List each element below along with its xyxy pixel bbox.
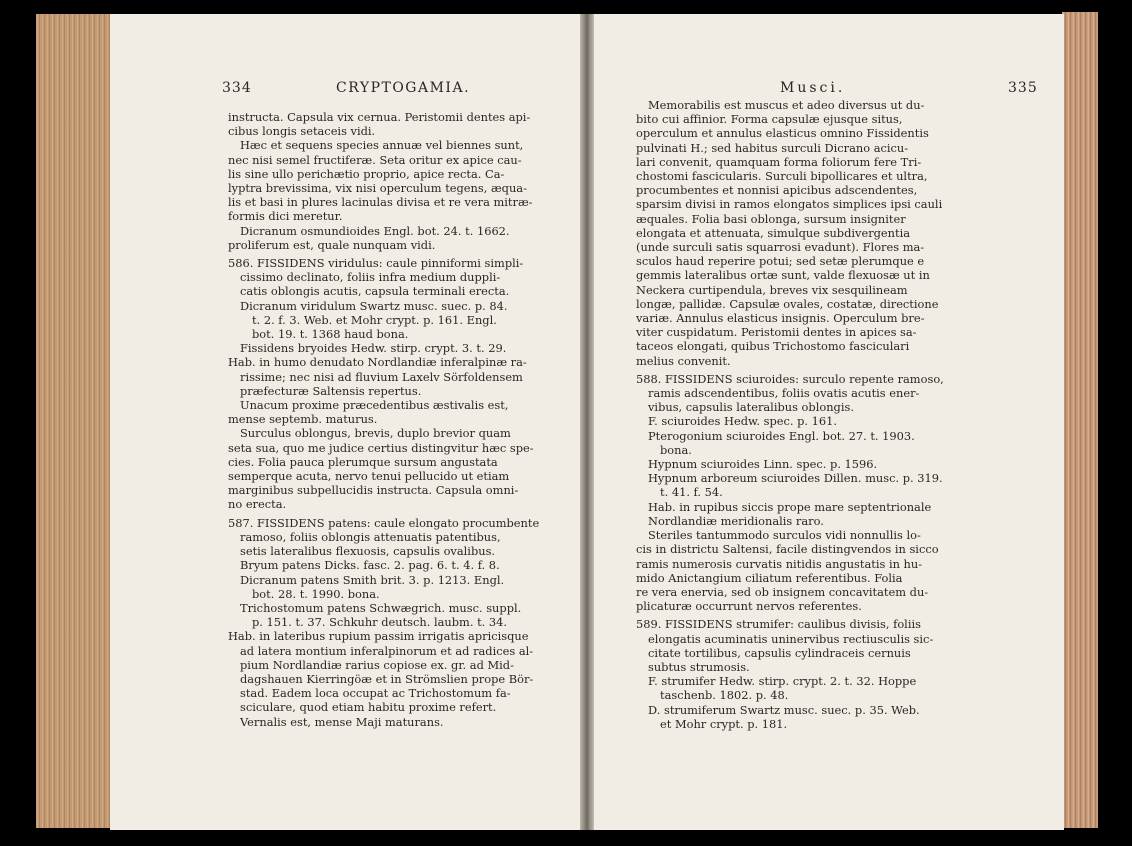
text-line: mido Anictangium ciliatum referentibus. Folia bbox=[636, 570, 903, 585]
text-line: bot. 19. t. 1368 haud bona. bbox=[252, 327, 409, 342]
text-line: cissimo declinato, foliis infra medium duppli- bbox=[240, 270, 501, 285]
text-line: sculos haud reperire potui; sed setæ plerumque e bbox=[636, 254, 925, 269]
text-line: Fissidens bryoides Hedw. stirp. crypt. 3. t. 29. bbox=[240, 341, 507, 356]
text-line: pulvinati H.; sed habitus surculi Dicrano acicu- bbox=[636, 140, 909, 155]
text-line: dagshauen Kierringöæ et in Strömslien prope Bör- bbox=[240, 671, 534, 686]
text-line: nec nisi semel fructiferæ. Seta oritur ex apice cau- bbox=[228, 152, 522, 167]
text-line: (unde surculi satis squarrosi evadunt). Flores ma- bbox=[636, 240, 925, 255]
text-line: citate tortilibus, capsulis cylindraceis cernuis bbox=[648, 645, 911, 660]
text-line: gemmis lateralibus ortæ sunt, valde flexuosæ ut in bbox=[636, 268, 930, 283]
text-line: præfecturæ Saltensis repertus. bbox=[240, 383, 422, 398]
text-line: cis in districtu Saltensi, facile distingvendos in sicco bbox=[636, 542, 939, 557]
right-page-edges bbox=[1062, 12, 1098, 828]
text-line: variæ. Annulus elasticus insignis. Operculum bre- bbox=[636, 311, 925, 326]
text-line: 589. FISSIDENS strumifer: caulibus divisis, foliis bbox=[636, 617, 921, 632]
text-line: t. 2. f. 3. Web. et Mohr crypt. p. 161. Engl. bbox=[252, 312, 497, 327]
text-line: ramoso, foliis oblongis attenuatis patentibus, bbox=[240, 529, 501, 544]
right-running-head: Musci. bbox=[780, 80, 846, 96]
text-line: Vernalis est, mense Maji maturans. bbox=[240, 714, 444, 729]
text-line: Trichostomum patens Schwægrich. musc. suppl. bbox=[240, 600, 522, 615]
text-line: Hab. in rupibus siccis prope mare septentrionale bbox=[648, 499, 932, 514]
text-line: Hab. in humo denudato Nordlandiæ inferalpinæ ra- bbox=[228, 355, 527, 370]
text-line: Hæc et sequens species annuæ vel biennes sunt, bbox=[240, 138, 524, 153]
text-line: Hypnum sciuroides Linn. spec. p. 1596. bbox=[648, 457, 878, 472]
text-line: Nordlandiæ meridionalis raro. bbox=[648, 513, 824, 528]
right-page-number: 335 bbox=[1008, 80, 1038, 96]
text-line: subtus strumosis. bbox=[648, 659, 750, 674]
text-line: lari convenit, quamquam forma foliorum fere Tri- bbox=[636, 154, 922, 169]
text-line: Hab. in lateribus rupium passim irrigatis apricisque bbox=[228, 629, 529, 644]
text-line: mense septemb. maturus. bbox=[228, 412, 378, 427]
text-line: cies. Folia pauca plerumque sursum angustata bbox=[228, 454, 498, 469]
text-line: lis et basi in plures lacinulas divisa et re vera mitræ- bbox=[228, 195, 533, 210]
text-line: melius convenit. bbox=[636, 353, 731, 368]
text-line: formis dici meretur. bbox=[228, 209, 343, 224]
text-line: pium Nordlandiæ rarius copiose ex. gr. ad Mid- bbox=[240, 657, 514, 672]
text-line: procumbentes et nonnisi apicibus adscendentes, bbox=[636, 183, 918, 198]
text-line: ad latera montium inferalpinorum et ad radices al- bbox=[240, 643, 534, 658]
text-line: taschenb. 1802. p. 48. bbox=[660, 688, 789, 703]
left-running-head: CRYPTOGAMIA. bbox=[336, 80, 471, 96]
text-line: instructa. Capsula vix cernua. Peristomii dentes api- bbox=[228, 110, 531, 124]
text-line: elongatis acuminatis uninervibus rectiusculis sic- bbox=[648, 631, 934, 646]
text-line: longæ, pallidæ. Capsulæ ovales, costatæ, directione bbox=[636, 296, 939, 311]
text-line: Dicranum viridulum Swartz musc. suec. p. 84. bbox=[240, 298, 508, 313]
text-line: elongata et attenuata, simulque subdivergentia bbox=[636, 225, 911, 240]
text-line: et Mohr crypt. p. 181. bbox=[660, 716, 788, 731]
text-line: Steriles tantummodo surculos vidi nonnullis lo- bbox=[648, 528, 921, 543]
text-line: proliferum est, quale nunquam vidi. bbox=[228, 237, 436, 252]
text-line: ramis numerosis curvatis nitidis angustatis in hu- bbox=[636, 556, 923, 571]
text-line: Neckera curtipendula, breves vix sesquilineam bbox=[636, 282, 908, 297]
text-line: 587. FISSIDENS patens: caule elongato procumbente bbox=[228, 515, 540, 530]
text-line: t. 41. f. 54. bbox=[660, 485, 723, 500]
text-line: rissime; nec nisi ad fluvium Laxelv Sörfoldensem bbox=[240, 369, 523, 384]
text-line: bot. 28. t. 1990. bona. bbox=[252, 586, 380, 601]
text-line: plicaturæ occurrunt nervos referentes. bbox=[636, 599, 862, 614]
text-line: 588. FISSIDENS sciuroides: surculo repente ramoso, bbox=[636, 371, 944, 386]
text-line: re vera enervia, sed ob insignem concavitatem du- bbox=[636, 584, 929, 599]
text-line: lis sine ullo perichætio proprio, apice recta. Ca- bbox=[228, 166, 505, 181]
text-line: p. 151. t. 37. Schkuhr deutsch. laubm. t. 34. bbox=[252, 615, 508, 630]
text-line: Unacum proxime præcedentibus æstivalis est, bbox=[240, 398, 509, 413]
text-line: Memorabilis est muscus et adeo diversus ut du- bbox=[648, 98, 925, 112]
text-line: Dicranum osmundioides Engl. bot. 24. t. 1662. bbox=[240, 223, 510, 238]
text-line: catis oblongis acutis, capsula terminali erecta. bbox=[240, 284, 510, 299]
text-line: ramis adscendentibus, foliis ovatis acutis ener- bbox=[648, 386, 920, 401]
left-page-text bbox=[228, 110, 584, 729]
text-line: Pterogonium sciuroides Engl. bot. 27. t. 1903. bbox=[648, 428, 915, 443]
right-page-text bbox=[636, 98, 1038, 731]
text-line: sciculare, quod etiam habitu proxime refert. bbox=[240, 700, 497, 715]
left-page-number: 334 bbox=[222, 80, 252, 96]
text-line: semperque acuta, nervo tenui pellucido ut etiam bbox=[228, 469, 510, 484]
text-line: bito cui affinior. Forma capsulæ ejusque situs, bbox=[636, 112, 903, 127]
left-page bbox=[110, 14, 584, 830]
text-line: chostomi fascicularis. Surculi bipollicares et ultra, bbox=[636, 169, 928, 184]
text-line: vibus, capsulis lateralibus oblongis. bbox=[648, 400, 854, 415]
text-line: no erecta. bbox=[228, 497, 287, 512]
text-line: Bryum patens Dicks. fasc. 2. pag. 6. t. 4. f. 8. bbox=[240, 558, 500, 573]
text-line: æquales. Folia basi oblonga, sursum insigniter bbox=[636, 211, 906, 226]
text-line: marginibus subpellucidis instructa. Capsula omni- bbox=[228, 483, 519, 498]
text-line: F. strumifer Hedw. stirp. crypt. 2. t. 32. Hoppe bbox=[648, 674, 917, 689]
text-line: Hypnum arboreum sciuroides Dillen. musc. p. 319. bbox=[648, 471, 943, 486]
text-line: lyptra brevissima, vix nisi operculum tegens, æqua- bbox=[228, 181, 527, 196]
text-line: seta sua, quo me judice certius distingvitur hæc spe- bbox=[228, 440, 534, 455]
left-page-edges bbox=[36, 14, 114, 828]
text-line: bona. bbox=[660, 442, 692, 457]
text-line: stad. Eadem loca occupat ac Trichostomum fa- bbox=[240, 686, 511, 701]
text-line: viter cuspidatum. Peristomii dentes in apices sa- bbox=[636, 325, 917, 340]
text-line: setis lateralibus flexuosis, capsulis ovalibus. bbox=[240, 544, 496, 559]
text-line: Surculus oblongus, brevis, duplo brevior quam bbox=[240, 426, 511, 441]
text-line: cibus longis setaceis vidi. bbox=[228, 124, 376, 139]
text-line: 586. FISSIDENS viridulus: caule pinniformi simpli- bbox=[228, 256, 524, 271]
text-line: Dicranum patens Smith brit. 3. p. 1213. Engl. bbox=[240, 572, 505, 587]
text-line: sparsim divisi in ramos elongatos simplices ipsi cauli bbox=[636, 197, 943, 212]
text-line: taceos elongati, quibus Trichostomo fasciculari bbox=[636, 339, 910, 354]
right-page bbox=[594, 14, 1064, 830]
text-line: D. strumiferum Swartz musc. suec. p. 35. Web. bbox=[648, 702, 920, 717]
text-line: operculum et annulus elasticus omnino Fissidentis bbox=[636, 126, 929, 141]
text-line: F. sciuroides Hedw. spec. p. 161. bbox=[648, 414, 838, 429]
